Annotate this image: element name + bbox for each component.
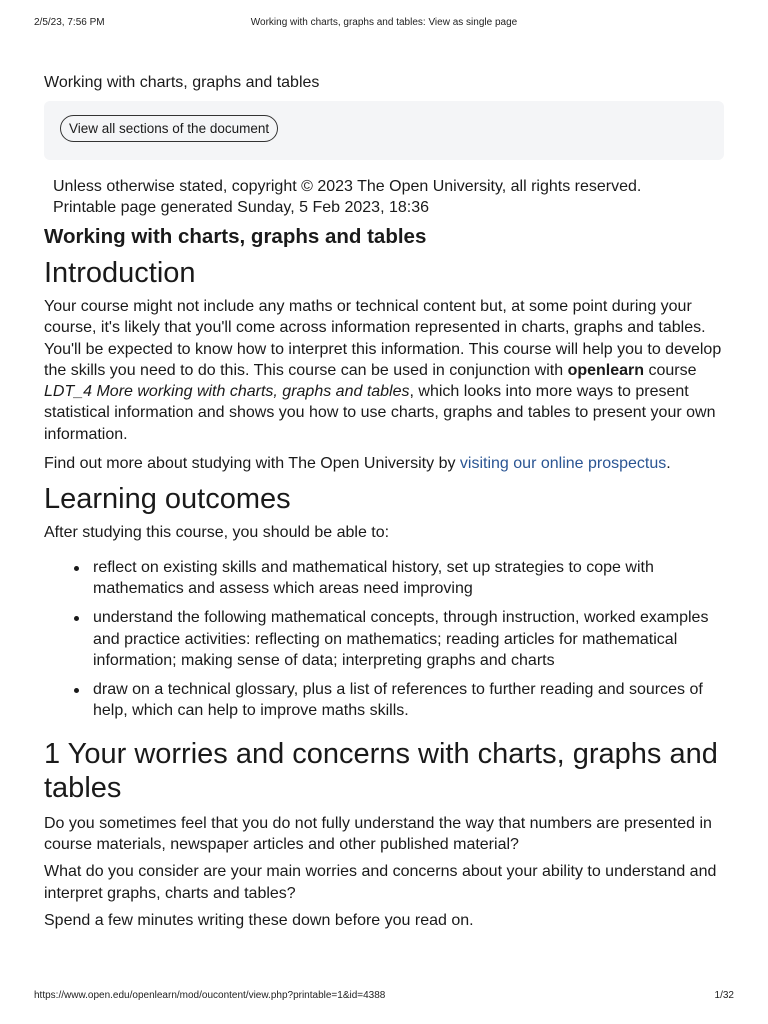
section-1-paragraph: Spend a few minutes writing these down before you read on. xyxy=(44,911,474,929)
bullet-icon xyxy=(74,688,79,693)
prospectus-paragraph xyxy=(44,453,724,474)
print-footer xyxy=(34,990,734,1004)
list-item-text: understand the following mathematical concepts, through instruction, worked examples and practice activities: reflecting on mathematics; reading articles for mathematical information; making sense of data; interpreting graphs and charts xyxy=(93,609,709,669)
introduction-heading: Introduction xyxy=(44,257,196,289)
copyright-notice xyxy=(53,176,724,218)
online-prospectus-link[interactable]: visiting our online prospectus xyxy=(459,455,667,473)
learning-outcomes-list xyxy=(44,557,724,722)
course-reference: LDT_4 More working with charts, graphs and tables xyxy=(44,383,410,401)
print-header xyxy=(34,17,734,31)
learning-outcomes-intro: After studying this course, you should be able to: xyxy=(44,524,390,542)
openlearn-bold: openlearn xyxy=(567,361,645,379)
print-datetime: 2/5/23, 7:56 PM xyxy=(34,17,105,28)
list-item-text: reflect on existing skills and mathematical history, set up strategies to cope with mathematics and assess which areas need improving xyxy=(93,558,654,597)
intro-text-1: Your course might not include any maths or technical content but, at some point during your course, it's likely that you'll come across information represented in charts, graphs and tables. You'll be expected to know how to interpret this information. This course will help you to develop the skills you need to do this. This course can be used in conjunction with xyxy=(44,298,722,379)
intro-text-3: , which looks into more ways to present statistical information and shows you how to use charts, graphs and tables to present your own information. xyxy=(44,383,716,443)
learning-outcomes-heading: Learning outcomes xyxy=(44,483,291,516)
list-item xyxy=(93,557,724,600)
section-1-heading: 1 Your worries and concerns with charts, graphs and tables xyxy=(44,737,718,804)
prospectus-text: Find out more about studying with The Open University by xyxy=(44,455,460,473)
bullet-icon xyxy=(74,616,79,621)
section-1-paragraph: What do you consider are your main worries and concerns about your ability to understand and interpret graphs, charts and tables? xyxy=(44,863,717,902)
page-title: Working with charts, graphs and tables xyxy=(44,225,427,248)
generated-date-line: Printable page generated Sunday, 5 Feb 2023, 18:36 xyxy=(53,199,429,216)
list-item xyxy=(93,679,724,722)
prospectus-period: . xyxy=(666,455,671,473)
list-item xyxy=(93,607,724,671)
introduction-paragraph xyxy=(44,296,724,445)
view-all-sections-button[interactable]: View all sections of the document xyxy=(60,115,278,142)
page-number: 1/32 xyxy=(714,990,734,1001)
page-url: https://www.open.edu/openlearn/mod/oucontent/view.php?printable=1&id=4388 xyxy=(34,990,386,1001)
bullet-icon xyxy=(74,566,79,571)
document-title: Working with charts, graphs and tables xyxy=(44,74,320,91)
print-page-title: Working with charts, graphs and tables: View as single page xyxy=(250,17,518,28)
copyright-line: Unless otherwise stated, copyright © 2023 The Open University, all rights reserved. xyxy=(53,178,642,195)
section-nav-box xyxy=(44,101,724,160)
intro-text-2: course xyxy=(644,361,697,379)
page-content xyxy=(44,73,724,931)
list-item-text: draw on a technical glossary, plus a list of references to further reading and sources of help, which can help to improve maths skills. xyxy=(93,681,703,720)
section-1-paragraph: Do you sometimes feel that you do not fully understand the way that numbers are presented in course materials, newspaper articles and other published material? xyxy=(44,814,712,854)
